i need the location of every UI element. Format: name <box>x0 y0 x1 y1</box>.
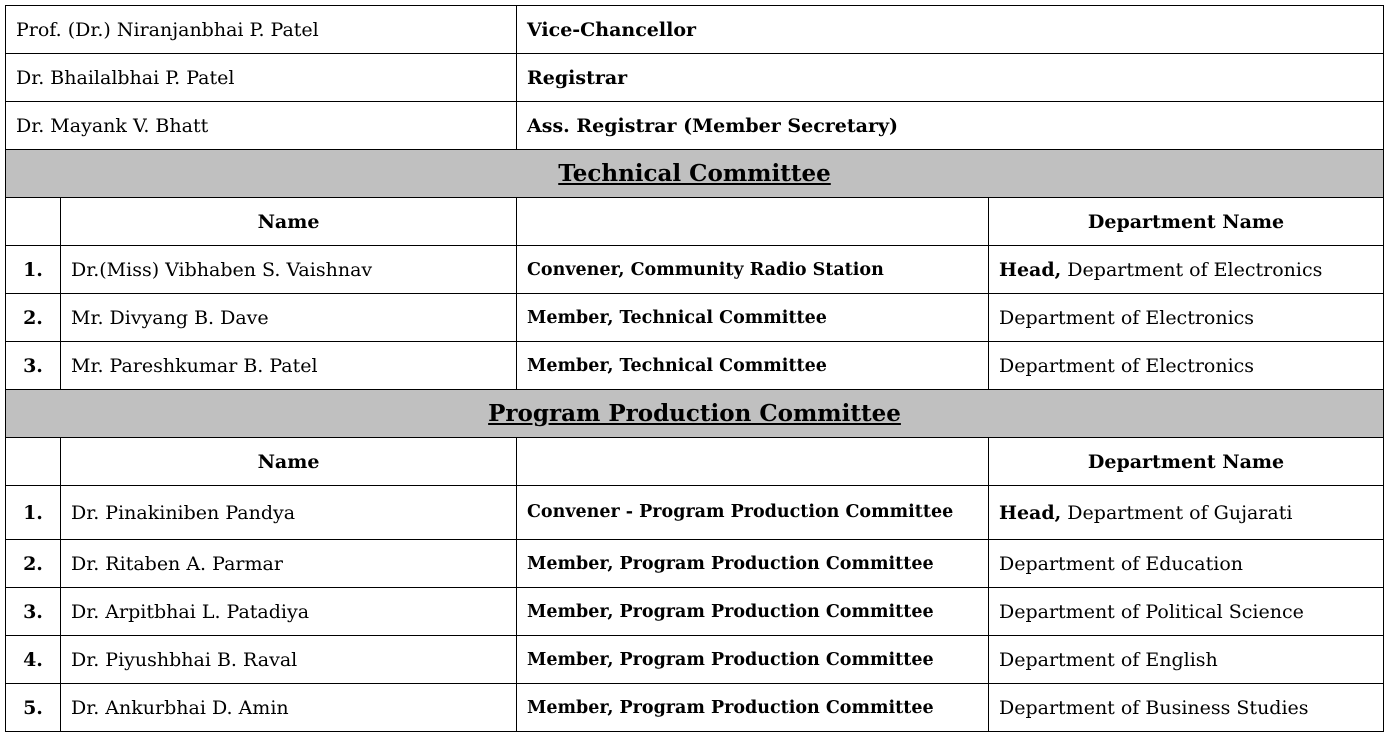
member-name: Dr. Ritaben A. Parmar <box>61 540 517 588</box>
table-row <box>6 246 1384 294</box>
department-header: Department Name <box>989 438 1384 486</box>
member-name: Dr. Ankurbhai D. Amin <box>61 684 517 732</box>
member-department <box>989 294 1384 342</box>
table-row <box>6 684 1384 732</box>
member-role: Member, Program Production Committee <box>517 588 989 636</box>
member-department <box>989 684 1384 732</box>
member-role: Member, Program Production Committee <box>517 636 989 684</box>
member-department <box>989 342 1384 390</box>
technical-committee-title: Technical Committee <box>558 160 831 187</box>
member-department <box>989 486 1384 540</box>
member-department <box>989 636 1384 684</box>
member-department <box>989 588 1384 636</box>
column-header-row <box>6 198 1384 246</box>
member-role: Convener - Program Production Committee <box>517 486 989 540</box>
table-row <box>6 486 1384 540</box>
section-header-row <box>6 150 1384 198</box>
department-text: Department of Electronics <box>999 306 1255 329</box>
department-text: Department of Electronics <box>1061 258 1323 281</box>
department-text: Department of Business Studies <box>999 696 1309 719</box>
row-number: 5. <box>6 684 61 732</box>
department-header: Department Name <box>989 198 1384 246</box>
leadership-row <box>6 102 1384 150</box>
member-name: Dr.(Miss) Vibhaben S. Vaishnav <box>61 246 517 294</box>
member-role: Convener, Community Radio Station <box>517 246 989 294</box>
role-header <box>517 438 989 486</box>
number-header <box>6 198 61 246</box>
row-number: 4. <box>6 636 61 684</box>
column-header-row <box>6 438 1384 486</box>
role-header <box>517 198 989 246</box>
head-prefix: Head, <box>999 258 1062 281</box>
head-prefix: Head, <box>999 501 1062 524</box>
section-title <box>6 150 1384 198</box>
member-name: Mr. Pareshkumar B. Patel <box>61 342 517 390</box>
leader-role: Ass. Registrar (Member Secretary) <box>517 102 1384 150</box>
row-number: 2. <box>6 294 61 342</box>
department-text: Department of Education <box>999 552 1243 575</box>
section-header-row <box>6 390 1384 438</box>
member-role: Member, Program Production Committee <box>517 540 989 588</box>
member-department <box>989 540 1384 588</box>
table-row <box>6 588 1384 636</box>
row-number: 1. <box>6 246 61 294</box>
leader-name: Dr. Bhailalbhai P. Patel <box>6 54 517 102</box>
table-row <box>6 294 1384 342</box>
row-number: 1. <box>6 486 61 540</box>
department-text: Department of Political Science <box>999 600 1304 623</box>
member-name: Mr. Divyang B. Dave <box>61 294 517 342</box>
member-name: Dr. Piyushbhai B. Raval <box>61 636 517 684</box>
leader-role: Vice-Chancellor <box>517 6 1384 54</box>
member-role: Member, Program Production Committee <box>517 684 989 732</box>
name-header: Name <box>61 438 517 486</box>
member-role: Member, Technical Committee <box>517 342 989 390</box>
leadership-row <box>6 6 1384 54</box>
leader-name: Prof. (Dr.) Niranjanbhai P. Patel <box>6 6 517 54</box>
department-text: Department of Gujarati <box>1061 501 1293 524</box>
member-role: Member, Technical Committee <box>517 294 989 342</box>
department-text: Department of Electronics <box>999 354 1255 377</box>
department-text: Department of English <box>999 648 1218 671</box>
number-header <box>6 438 61 486</box>
row-number: 3. <box>6 342 61 390</box>
leader-name: Dr. Mayank V. Bhatt <box>6 102 517 150</box>
name-header: Name <box>61 198 517 246</box>
table-row <box>6 636 1384 684</box>
leadership-row <box>6 54 1384 102</box>
section-title <box>6 390 1384 438</box>
committee-table <box>5 5 1384 732</box>
member-name: Dr. Pinakiniben Pandya <box>61 486 517 540</box>
table-row <box>6 342 1384 390</box>
member-department <box>989 246 1384 294</box>
row-number: 2. <box>6 540 61 588</box>
member-name: Dr. Arpitbhai L. Patadiya <box>61 588 517 636</box>
row-number: 3. <box>6 588 61 636</box>
program-committee-title: Program Production Committee <box>488 400 901 427</box>
table-row <box>6 540 1384 588</box>
leader-role: Registrar <box>517 54 1384 102</box>
